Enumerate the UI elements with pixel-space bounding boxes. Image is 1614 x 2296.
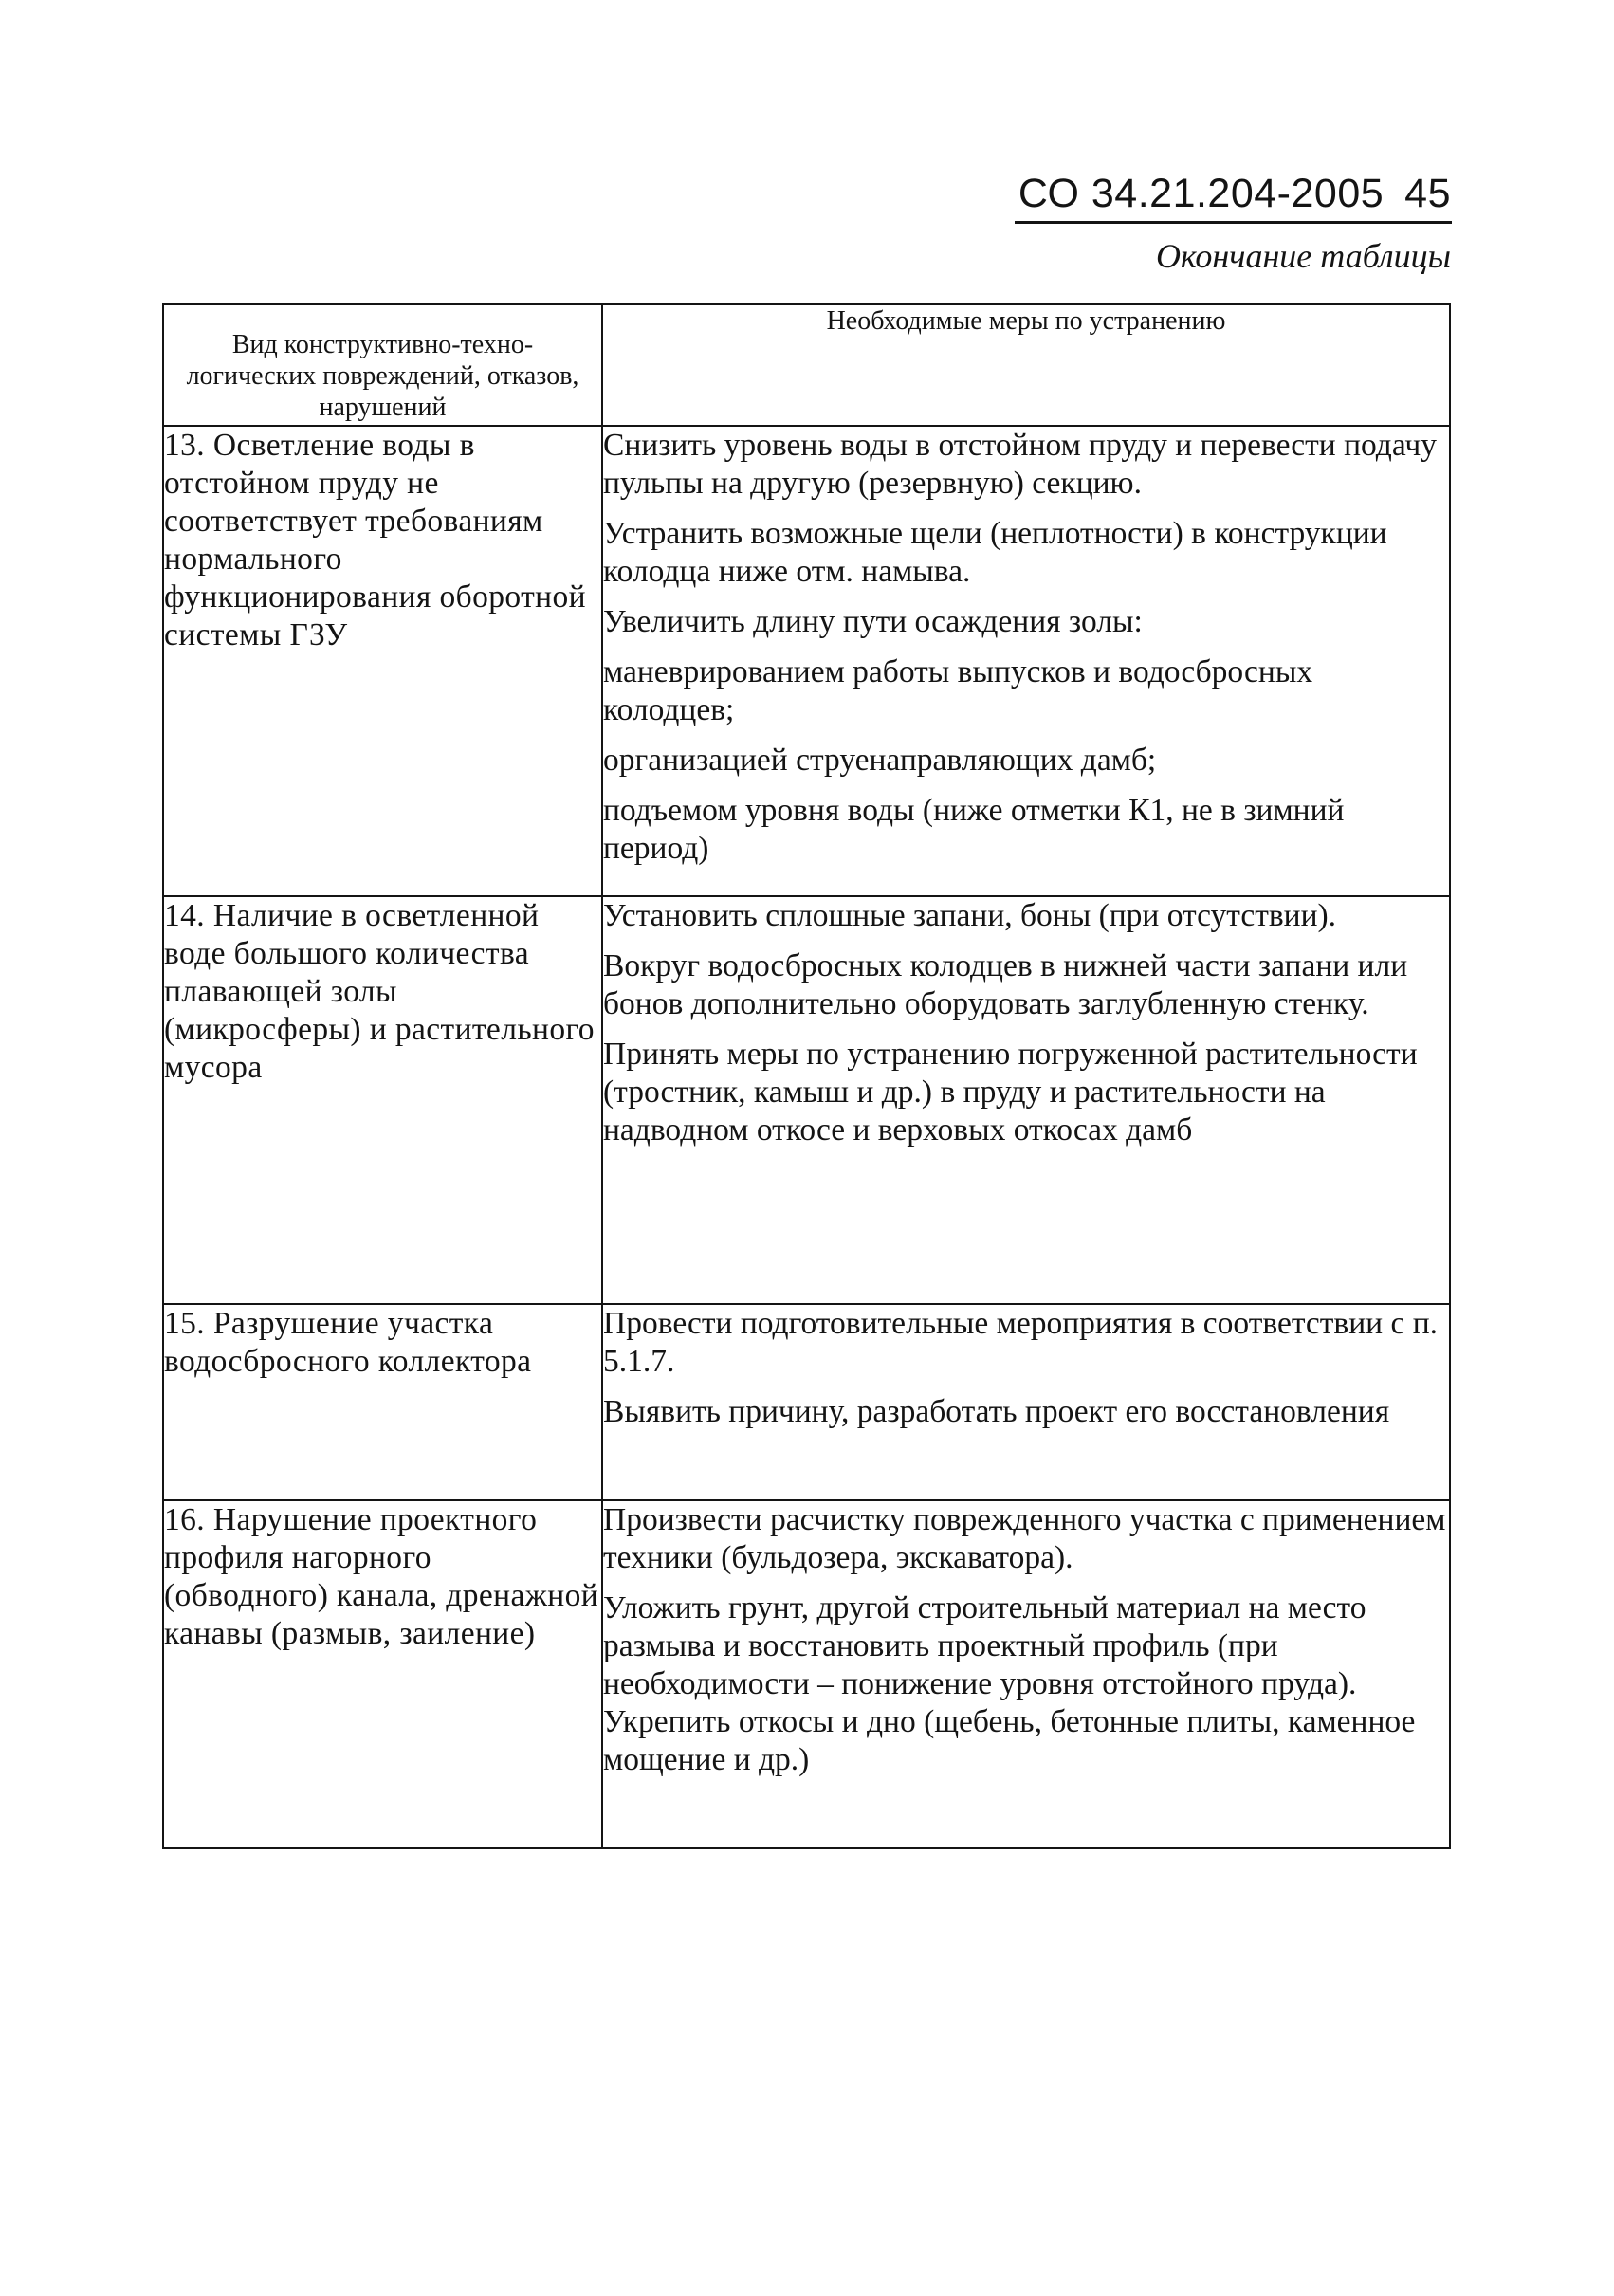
measure-paragraph: Устранить возможные щели (неплотности) в конструкции колодца ниже отм. намыва.	[603, 516, 1387, 589]
measure-paragraph: Провести подготовительные мероприятия в соответствии с п. 5.1.7.	[603, 1306, 1439, 1379]
measure-paragraph: маневрированием работы выпусков и водосбросных колодцев;	[603, 654, 1313, 727]
fault-cell: 14. Наличие в осветленной воде большого количества плавающей золы (микросферы) и растительного мусора	[163, 896, 602, 1304]
measures-table	[162, 303, 1451, 1849]
table-row	[163, 1500, 1450, 1848]
fault-cell: 13. Осветление воды в отстойном пруду не соответствует требованиям нормального функционирования оборотной системы ГЗУ	[163, 426, 602, 896]
measure-paragraph: Увеличить длину пути осаждения золы:	[603, 604, 1143, 639]
measures-cell	[602, 1500, 1450, 1848]
header-rule	[1015, 221, 1452, 224]
page-header	[986, 169, 1451, 218]
measure-paragraph: Принять меры по устранению погруженной растительности (тростник, камыш и др.) в пруду и растительности на надводном откосе и верховых откосах дамб	[603, 1037, 1418, 1148]
measure-paragraph: Выявить причину, разработать проект его восстановления	[603, 1394, 1390, 1429]
table-row	[163, 1304, 1450, 1500]
document-code-line	[1018, 169, 1451, 218]
fault-cell: 16. Нарушение проектного профиля нагорного (обводного) канала, дренажной канавы (размыв, заиление)	[163, 1500, 602, 1848]
measures-cell	[602, 1304, 1450, 1500]
measures-cell	[602, 426, 1450, 896]
column-header-measures: Необходимые меры по устранению	[602, 304, 1450, 426]
continuation-label: Окончание таблицы	[1155, 237, 1451, 275]
table-row	[163, 426, 1450, 896]
measure-paragraph: Уложить грунт, другой строительный материал на место размыва и восстановить проектный профиль (при необходимости – понижение уровня отстойного пруда). Укрепить откосы и дно (щебень, бетонные плиты, каменное мощение и др.)	[603, 1590, 1416, 1777]
measure-paragraph: Произвести расчистку поврежденного участка с применением техники (бульдозера, экскаватора).	[603, 1502, 1446, 1575]
page-number: 45	[1404, 171, 1451, 216]
document-code: СО 34.21.204-2005	[1018, 171, 1385, 216]
measure-paragraph: подъемом уровня воды (ниже отметки К1, не в зимний период)	[603, 793, 1345, 866]
measure-paragraph: Установить сплошные запани, боны (при отсутствии).	[603, 898, 1337, 933]
table-header-row	[163, 304, 1450, 426]
fault-cell: 15. Разрушение участка водосбросного коллектора	[163, 1304, 602, 1500]
measure-paragraph: Снизить уровень воды в отстойном пруду и перевести подачу пульпы на другую (резервную) секцию.	[603, 428, 1437, 501]
table-row	[163, 896, 1450, 1304]
column-header-fault-type: Вид конструктивно-техно-логических повреждений, отказов, нарушений	[163, 304, 602, 426]
measure-paragraph: организацией струенаправляющих дамб;	[603, 743, 1157, 778]
measures-cell	[602, 896, 1450, 1304]
measure-paragraph: Вокруг водосбросных колодцев в нижней части запани или бонов дополнительно оборудовать заглубленную стенку.	[603, 948, 1408, 1021]
